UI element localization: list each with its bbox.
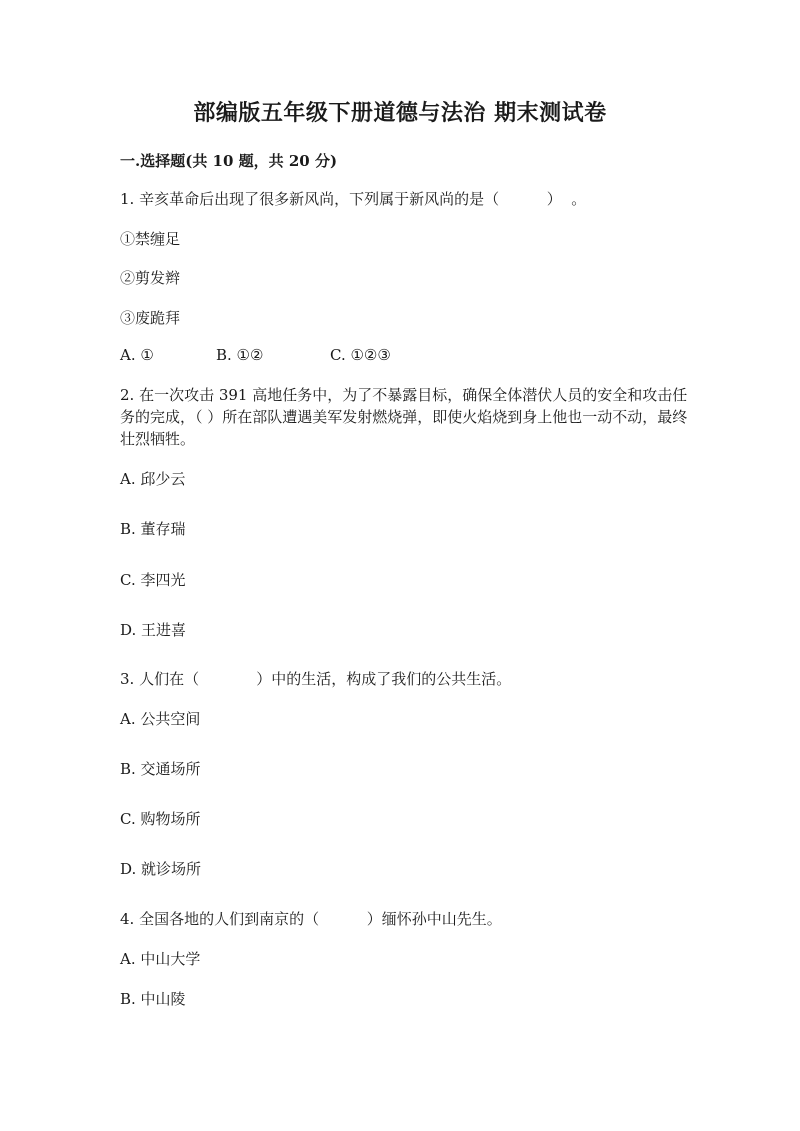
- question-1-item-3: ③废跪拜: [120, 309, 181, 327]
- question-2-option-c: C. 李四光: [120, 571, 186, 589]
- question-1-item-2: ②剪发辫: [120, 269, 181, 287]
- question-3-stem: 3. 人们在（ ）中的生活，构成了我们的公共生活。: [120, 670, 512, 688]
- question-1-item-1: ①禁缠足: [120, 230, 181, 248]
- question-2-stem: 2. 在一次攻击 391 高地任务中，为了不暴露目标，确保全体潜伏人员的安全和攻击任务的完成，（ ）所在部队遭遇美军发射燃烧弹，即使火焰烧到身上他也一动不动，最终壮烈牺牲。: [120, 386, 688, 448]
- question-4-option-a: A. 中山大学: [120, 950, 201, 968]
- question-1-option-c: C. ①②③: [330, 346, 391, 364]
- question-2-option-d: D. 王进喜: [120, 621, 187, 639]
- question-1-option-a: A. ①: [120, 346, 154, 364]
- question-4-option-b: B. 中山陵: [120, 990, 186, 1008]
- question-1-stem: 1. 辛亥革命后出现了很多新风尚，下列属于新风尚的是（ ） 。: [120, 190, 587, 208]
- question-3-option-b: B. 交通场所: [120, 760, 201, 778]
- question-3-option-c: C. 购物场所: [120, 810, 201, 828]
- page-title: 部编版五年级下册道德与法治 期末测试卷: [193, 100, 607, 126]
- question-3-option-a: A. 公共空间: [120, 710, 201, 728]
- section-heading: 一.选择题(共 10 题，共 20 分): [120, 152, 338, 170]
- question-4-stem: 4. 全国各地的人们到南京的（ ）缅怀孙中山先生。: [120, 910, 502, 928]
- question-3-option-d: D. 就诊场所: [120, 860, 202, 878]
- question-1-option-b: B. ①②: [216, 346, 264, 364]
- question-2-option-a: A. 邱少云: [120, 470, 186, 488]
- question-2-option-b: B. 董存瑞: [120, 520, 186, 538]
